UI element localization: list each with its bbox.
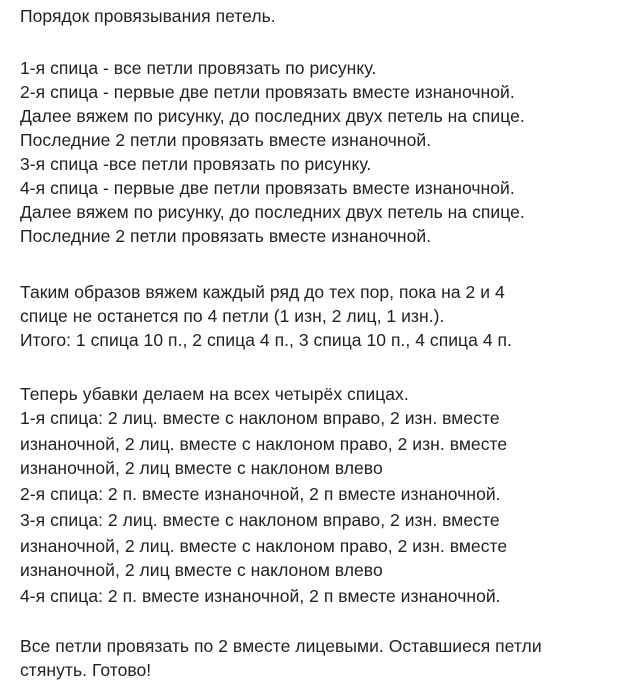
text-line: 3-я спица -все петли провязать по рисунку.: [20, 154, 372, 174]
text-line: Далее вяжем по рисунку, до последних двух петель на спице.: [20, 106, 525, 126]
text-line: 1-я спица: 2 лиц. вместе с наклоном вправо, 2 изн. вместе: [20, 408, 500, 428]
text-line: Все петли провязать по 2 вместе лицевыми. Оставшиеся петли: [20, 636, 542, 656]
text-line: изнаночной, 2 лиц. вместе с наклоном право, 2 изн. вместе: [20, 536, 508, 556]
text-line: 2-я спица: 2 п. вместе изнаночной, 2 п вместе изнаночной.: [20, 484, 501, 504]
text-line: изнаночной, 2 лиц вместе с наклоном влево: [20, 458, 383, 478]
text-line: изнаночной, 2 лиц. вместе с наклоном право, 2 изн. вместе: [20, 434, 508, 454]
text-line: 3-я спица: 2 лиц. вместе с наклоном вправо, 2 изн. вместе: [20, 510, 500, 530]
document-title: Порядок провязывания петель.: [20, 6, 276, 26]
text-line: Итого: 1 спица 10 п., 2 спица 4 п., 3 спица 10 п., 4 спица 4 п.: [20, 330, 512, 350]
text-line: изнаночной, 2 лиц вместе с наклоном влево: [20, 560, 383, 580]
text-line: стянуть. Готово!: [20, 660, 152, 680]
text-line: Последние 2 петли провязать вместе изнаночной.: [20, 226, 432, 246]
text-line: Теперь убавки делаем на всех четырёх спицах.: [20, 384, 409, 404]
text-line: Последние 2 петли провязать вместе изнаночной.: [20, 130, 432, 150]
text-line: Таким образов вяжем каждый ряд до тех пор, пока на 2 и 4: [20, 282, 505, 302]
text-line: 1-я спица - все петли провязать по рисунку.: [20, 58, 377, 78]
text-line: 2-я спица - первые две петли провязать вместе изнаночной.: [20, 82, 515, 102]
text-line: спице не останется по 4 петли (1 изн, 2 лиц, 1 изн.).: [20, 306, 445, 326]
text-line: 4-я спица - первые две петли провязать вместе изнаночной.: [20, 178, 515, 198]
text-line: 4-я спица: 2 п. вместе изнаночной, 2 п вместе изнаночной.: [20, 586, 501, 606]
text-line: Далее вяжем по рисунку, до последних двух петель на спице.: [20, 202, 525, 222]
